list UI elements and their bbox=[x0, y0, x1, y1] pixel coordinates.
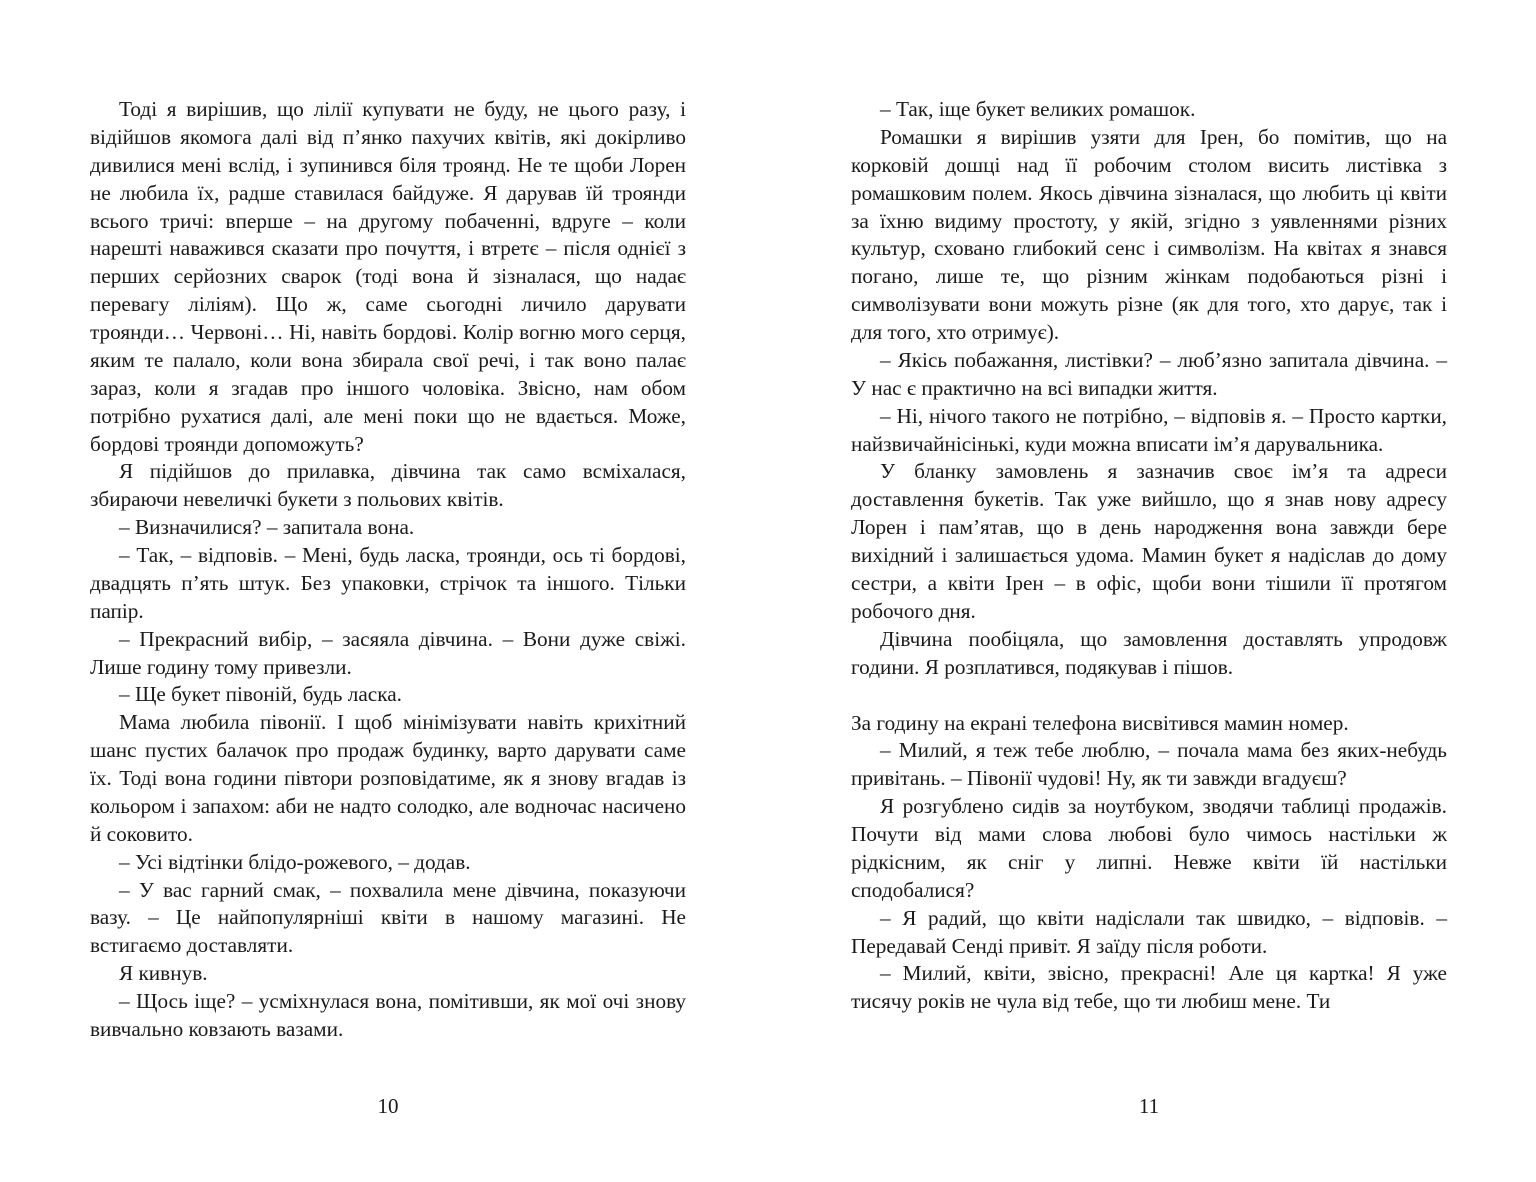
paragraph: – Ні, нічого такого не потрібно, – відповів я. – Просто картки, найзвичайнісінькі, куди можна вписати ім’я дарувальника. bbox=[851, 403, 1447, 456]
paragraph: Ромашки я вирішив узяти для Ірен, бо помітив, що на корковій дошці над її робочим столом висить листівка з ромашковим полем. Якось дівчина зізналася, що любить ці квіти за їхню видиму простоту, у якій, згідно з уявленнями різних культур, сховано глибокий сенс і символізм. На квітах я знався погано, лише те, що різним жінкам подобаються різні і символізувати вони можуть різне (як для того, хто дарує, так і для того, хто отримує). bbox=[851, 124, 1447, 344]
paragraph: – Щось іще? – усміхнулася вона, помітивши, як мої очі знову вивчально ковзають вазами. bbox=[90, 989, 686, 1041]
paragraph: – У вас гарний смак, – похвалила мене дівчина, показуючи вазу. – Це найпопулярніші квіти в нашому магазині. Не встигаємо доставляти. bbox=[90, 877, 686, 958]
paragraph: – Так, іще букет великих ромашок. bbox=[880, 97, 1196, 121]
paragraph: – Прекрасний вибір, – засяяла дівчина. – Вони дуже свіжі. Лише годину тому привезли. bbox=[90, 626, 686, 679]
paragraph: – Милий, я теж тебе люблю, – почала мама без яких-небудь привітань. – Півонії чудові! Ну, як ти завжди вгадуєш? bbox=[851, 738, 1447, 791]
page-number-right: 11 bbox=[1138, 1094, 1160, 1118]
paragraph: Дівчина пообіцяла, що замовлення доставлять упродовж години. Я розплатився, подякував і пішов. bbox=[851, 626, 1447, 679]
paragraph: – Ще букет півоній, будь ласка. bbox=[119, 682, 402, 707]
paragraph: У бланку замовлень я зазначив своє ім’я та адреси доставлення букетів. Так уже вийшло, що я знав нову адресу Лорен і пам’ятав, що в день народження вона завжди бере вихідний і залишається удома. Мамин букет я надіслав до дому сестри, а квіти Ірен – в офіс, щоби вони тішили її протягом робочого дня. bbox=[851, 459, 1447, 623]
paragraph: Я кивнув. bbox=[119, 961, 208, 986]
paragraph: – Визначилися? – запитала вона. bbox=[119, 515, 415, 540]
paragraph: – Усі відтінки блідо-рожевого, – додав. bbox=[119, 849, 471, 874]
paragraph: – Так, – відповів. – Мені, будь ласка, троянди, ось ті бордові, двадцять п’ять штук. Без упаковки, стрічок та іншого. Тільки папір. bbox=[90, 543, 686, 623]
paragraph: Тоді я вирішив, що лілії купувати не буду, не цього разу, і відійшов якомога далі від п’янко пахучих квітів, які докірливо дивилися мені вслід, і зупинився біля троянд. Не те щоби Лорен не любила їх, радше ставилася байдуже. Я дарував їй троянди всього тричі: вперше – на другому побаченні, вдруге – коли нарешті наважився сказати про почуття, і втретє – після однієї з перших серйозних сварок (тоді вона й зізналася, що надає перевагу ліліям). Що ж, саме сьогодні личило дарувати троянди… Червоні… Ні, навіть бордові. Колір вогню мого серця, яким те палало, коли вона збирала свої речі, і так воно палає зараз, коли я згадав про іншого чоловіка. Звісно, нам обом потрібно рухатися далі, але мені поки що не вдається. Може, бордові троянди допоможуть? bbox=[90, 97, 686, 456]
paragraph: Мама любила півонії. І щоб мінімізувати навіть крихітний шанс пустих балачок про продаж будинку, варто дарувати саме їх. Тоді вона години півтори розповідатиме, як я знову вгадав із кольором і запахом: аби не надто солодко, але водночас насичено й соковито. bbox=[90, 710, 686, 846]
paragraph: Я розгублено сидів за ноутбуком, зводячи таблиці продажів. Почути від мами слова любові було чимось настільки ж рідкісним, як сніг у липні. Невже квіти їй настільки сподобалися? bbox=[851, 794, 1447, 902]
paragraph: – Я радий, що квіти надіслали так швидко, – відповів. – Передавай Сенді привіт. Я заїду після роботи. bbox=[851, 905, 1447, 958]
left-page-text bbox=[90, 96, 686, 1044]
paragraph: – Милий, квіти, звісно, прекрасні! Але ця картка! Я уже тисячу років не чула від тебе, що ти любиш мене. Ти bbox=[851, 961, 1447, 1014]
paragraph: Я підійшов до прилавка, дівчина так само всміхалася, збираючи невеличкі букети з польових квітів. bbox=[90, 459, 686, 512]
page-number-left: 10 bbox=[377, 1094, 399, 1118]
paragraph: – Якісь побажання, листівки? – люб’язно запитала дівчина. – У нас є практично на всі випадки життя. bbox=[851, 347, 1447, 400]
section-break-paragraph: За годину на екрані телефона висвітився мамин номер. bbox=[851, 710, 1349, 735]
right-page-text bbox=[851, 96, 1447, 1016]
